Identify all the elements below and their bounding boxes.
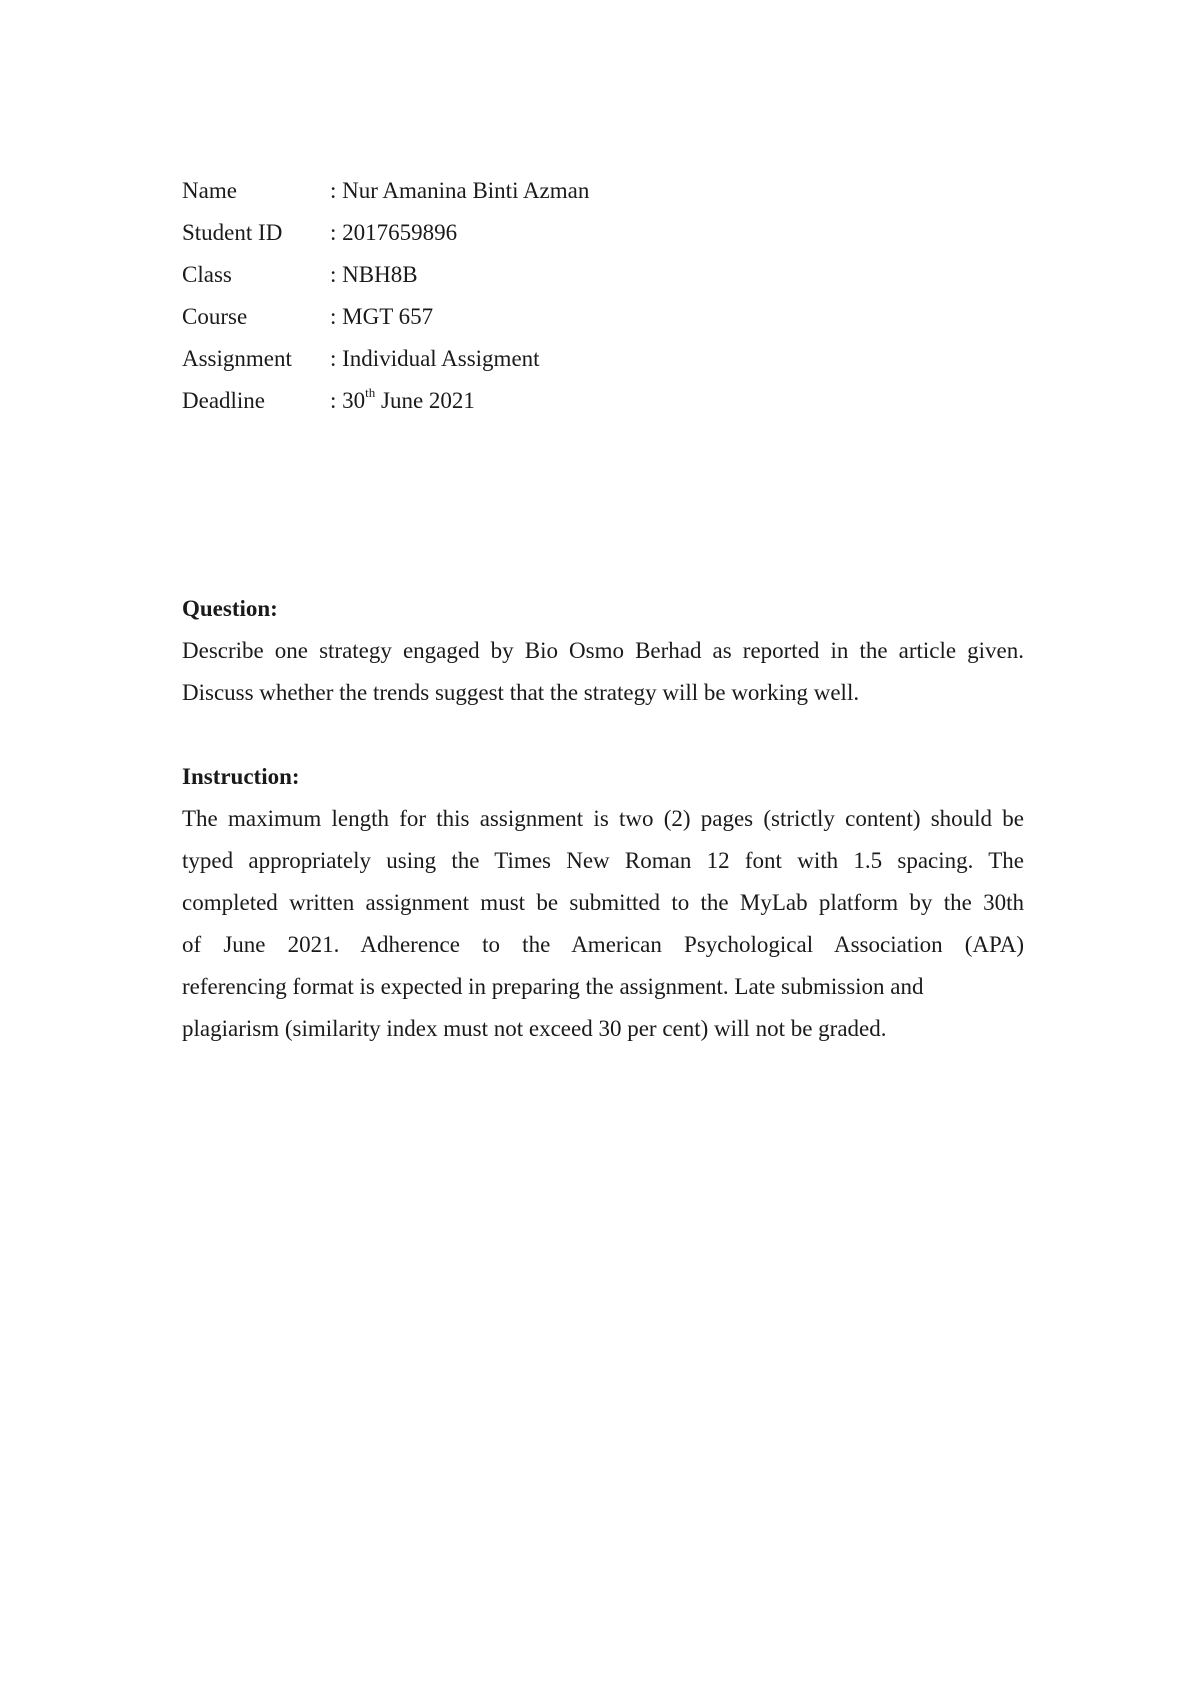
instruction-text — [182, 798, 1024, 1050]
question-line: Describe one strategy engaged by Bio Osmo Berhad as reported in the article given. — [182, 638, 1024, 663]
info-label: Course — [182, 304, 248, 329]
info-value-deadline — [330, 385, 475, 413]
info-value: : Individual Assigment — [330, 346, 540, 371]
question-text — [182, 630, 1024, 714]
question-section — [182, 588, 1024, 714]
instruction-line: The maximum length for this assignment is two (2) pages (strictly content) should be — [182, 806, 1024, 831]
info-label: Name — [182, 178, 237, 203]
info-label: Deadline — [182, 388, 266, 413]
info-row-class — [182, 254, 589, 296]
student-info-block — [182, 170, 589, 422]
instruction-heading: Instruction: — [182, 764, 300, 789]
deadline-month-year: June 2021 — [375, 388, 475, 413]
question-heading: Question: — [182, 596, 278, 621]
info-value: : 2017659896 — [330, 220, 458, 245]
instruction-section — [182, 756, 1024, 1050]
instruction-line: of June 2021. Adherence to the American Psychological Association (APA) — [182, 932, 1024, 957]
info-row-name — [182, 170, 589, 212]
instruction-line: plagiarism (similarity index must not exceed 30 per cent) will not be graded. — [182, 1016, 887, 1041]
instruction-line: referencing format is expected in preparing the assignment. Late submission and — [182, 974, 924, 999]
instruction-line: completed written assignment must be submitted to the MyLab platform by the 30th — [182, 890, 1024, 915]
info-value: : NBH8B — [330, 262, 418, 287]
info-row-course — [182, 296, 589, 338]
info-label: Class — [182, 262, 232, 287]
info-row-deadline — [182, 380, 589, 422]
question-line: Discuss whether the trends suggest that the strategy will be working well. — [182, 680, 860, 705]
info-row-student-id — [182, 212, 589, 254]
deadline-ordinal-suffix: th — [365, 385, 376, 401]
info-row-assignment — [182, 338, 589, 380]
info-label: Student ID — [182, 220, 283, 245]
instruction-line: typed appropriately using the Times New Roman 12 font with 1.5 spacing. The — [182, 848, 1024, 873]
info-value: : MGT 657 — [330, 304, 434, 329]
info-value: : Nur Amanina Binti Azman — [330, 178, 590, 203]
info-label: Assignment — [182, 346, 292, 371]
deadline-day: : 30 — [330, 388, 366, 413]
